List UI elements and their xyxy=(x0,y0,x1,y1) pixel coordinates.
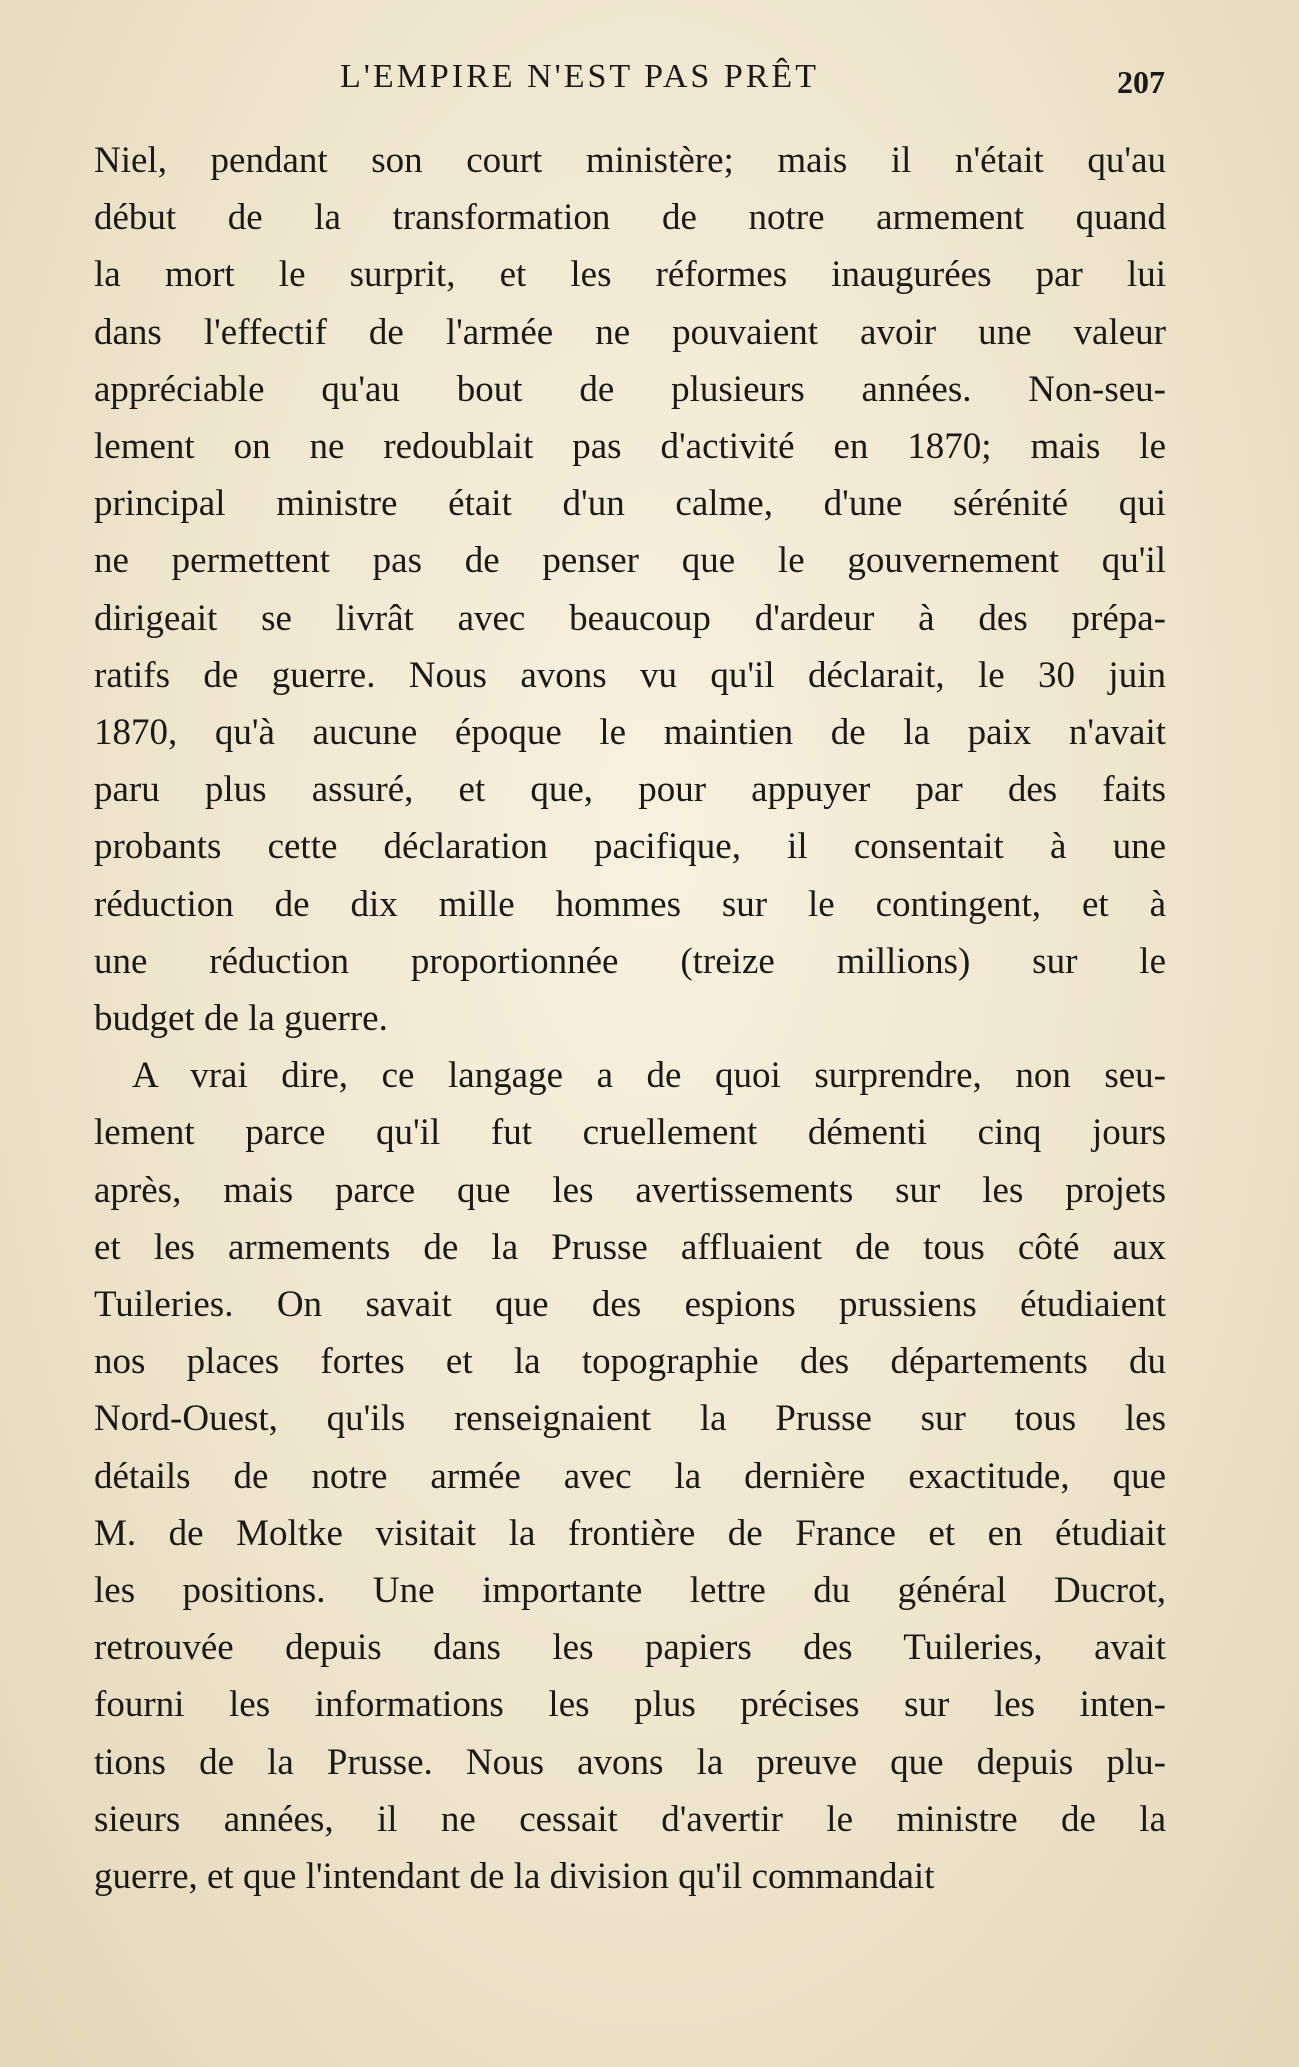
text-line: lement on ne redoublait pas d'activité en 1870; mais le xyxy=(94,426,1166,468)
running-title: L'EMPIRE N'EST PAS PRÊT xyxy=(340,58,819,95)
text-line: M. de Moltke visitait la frontière de France et en étudiait xyxy=(94,1512,1166,1554)
text-line: et les armements de la Prusse affluaient de tous côté aux xyxy=(94,1226,1166,1268)
page-number: 207 xyxy=(1117,64,1165,100)
text-line: après, mais parce que les avertissements sur les projets xyxy=(94,1169,1166,1211)
text-line: A vrai dire, ce langage a de quoi surprendre, non seu- xyxy=(132,1055,1166,1097)
text-line: Nord-Ouest, qu'ils renseignaient la Prusse sur tous les xyxy=(94,1398,1166,1440)
text-line: ne permettent pas de penser que le gouvernement qu'il xyxy=(94,540,1166,582)
page-header xyxy=(0,58,1299,108)
text-line: la mort le surprit, et les réformes inaugurées par lui xyxy=(94,254,1166,296)
text-line: lement parce qu'il fut cruellement démenti cinq jours xyxy=(94,1112,1166,1154)
text-line: dans l'effectif de l'armée ne pouvaient avoir une valeur xyxy=(94,311,1166,353)
text-line: principal ministre était d'un calme, d'une sérénité qui xyxy=(94,483,1166,525)
text-line: détails de notre armée avec la dernière exactitude, que xyxy=(94,1455,1166,1497)
text-line: fourni les informations les plus précises sur les inten- xyxy=(94,1684,1166,1726)
text-line: nos places fortes et la topographie des départements du xyxy=(94,1341,1166,1383)
text-line: 1870, qu'à aucune époque le maintien de la paix n'avait xyxy=(94,712,1166,754)
text-line: réduction de dix mille hommes sur le contingent, et à xyxy=(94,883,1166,925)
paragraph-2 xyxy=(94,1047,1166,1905)
text-line: tions de la Prusse. Nous avons la preuve que depuis plu- xyxy=(94,1741,1166,1783)
text-line: une réduction proportionnée (treize millions) sur le xyxy=(94,940,1166,982)
body-text xyxy=(94,132,1166,1905)
text-line: dirigeait se livrât avec beaucoup d'ardeur à des prépa- xyxy=(94,597,1166,639)
text-line: Niel, pendant son court ministère; mais il n'était qu'au xyxy=(94,140,1166,181)
paragraph-1 xyxy=(94,132,1166,1047)
text-line: sieurs années, il ne cessait d'avertir le ministre de la xyxy=(94,1798,1166,1840)
text-line: budget de la guerre. xyxy=(94,998,388,1040)
text-line: retrouvée depuis dans les papiers des Tuileries, avait xyxy=(94,1627,1166,1669)
text-line: paru plus assuré, et que, pour appuyer par des faits xyxy=(94,769,1166,811)
text-line: début de la transformation de notre armement quand xyxy=(94,197,1166,239)
text-line: ratifs de guerre. Nous avons vu qu'il déclarait, le 30 juin xyxy=(94,654,1166,696)
text-line: appréciable qu'au bout de plusieurs années. Non-seu- xyxy=(94,368,1166,410)
text-line: guerre, et que l'intendant de la division qu'il commandait xyxy=(94,1856,935,1898)
text-line: Tuileries. On savait que des espions prussiens étudiaient xyxy=(94,1284,1166,1326)
text-line: probants cette déclaration pacifique, il consentait à une xyxy=(94,826,1166,868)
text-line: les positions. Une importante lettre du général Ducrot, xyxy=(94,1570,1166,1612)
